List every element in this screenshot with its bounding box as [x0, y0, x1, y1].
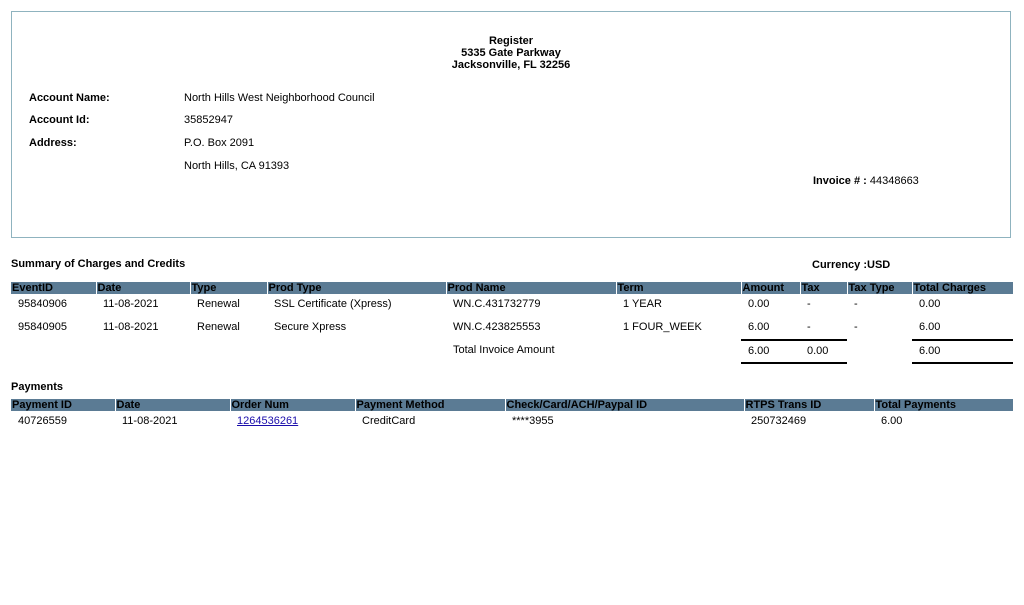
- cell-prod-name: WN.C.423825553: [453, 321, 541, 333]
- col-header-total-payments: Total Payments: [874, 399, 1013, 411]
- total-charges: 6.00: [912, 340, 1013, 363]
- col-header-eventid: EventID: [11, 282, 96, 294]
- charges-section-title: Summary of Charges and Credits: [11, 258, 186, 270]
- cell-total-payments: 6.00: [881, 415, 903, 427]
- col-header-prod-type: Prod Type: [267, 282, 446, 294]
- cell-rtps-trans-id: 250732469: [751, 415, 807, 427]
- table-row: [11, 411, 1013, 434]
- col-header-check-card-id: Check/Card/ACH/Paypal ID: [505, 399, 744, 411]
- cell-amount: 6.00: [748, 321, 770, 333]
- col-header-type: Type: [190, 282, 267, 294]
- col-header-tax: Tax: [800, 282, 847, 294]
- cell-tax: -: [807, 321, 811, 333]
- cell-eventid: 95840906: [18, 298, 67, 310]
- col-header-tax-type: Tax Type: [847, 282, 912, 294]
- cell-term: 1 FOUR_WEEK: [623, 321, 702, 333]
- cell-total-charges: 0.00: [919, 298, 941, 310]
- invoice-header-box: [11, 11, 1011, 238]
- payments-table: [11, 399, 1013, 434]
- account-name-label: Account Name:: [29, 92, 110, 104]
- cell-tax-type: -: [854, 321, 858, 333]
- cell-check-card-id: ****3955: [512, 415, 554, 427]
- cell-eventid: 95840905: [18, 321, 67, 333]
- col-header-payment-id: Payment ID: [11, 399, 115, 411]
- total-row: [11, 340, 1013, 363]
- col-header-prod-name: Prod Name: [446, 282, 616, 294]
- cell-prod-type: SSL Certificate (Xpress): [274, 298, 392, 310]
- cell-tax: -: [807, 298, 811, 310]
- address-label: Address:: [29, 137, 77, 149]
- table-row: [11, 317, 1013, 340]
- cell-amount: 0.00: [748, 298, 770, 310]
- currency-label: Currency :USD: [812, 259, 891, 271]
- payments-section-title: Payments: [11, 381, 63, 393]
- charges-header-row: [11, 282, 1013, 294]
- payments-header-row: [11, 399, 1013, 411]
- total-amount: 6.00: [741, 340, 800, 363]
- col-header-total-charges: Total Charges: [912, 282, 1013, 294]
- cell-term: 1 YEAR: [623, 298, 662, 310]
- col-header-date: Date: [96, 282, 190, 294]
- cell-date: 11-08-2021: [103, 321, 159, 333]
- company-street: 5335 Gate Parkway: [461, 47, 561, 59]
- cell-prod-type: Secure Xpress: [274, 321, 347, 333]
- invoice-number-block: [813, 175, 919, 187]
- cell-total-charges: 6.00: [919, 321, 941, 333]
- cell-payment-method: CreditCard: [362, 415, 416, 427]
- account-name-value: North Hills West Neighborhood Council: [184, 92, 375, 104]
- cell-prod-name: WN.C.431732779: [453, 298, 541, 310]
- charges-table: [11, 282, 1013, 364]
- cell-order-num: [230, 411, 355, 434]
- cell-payment-date: 11-08-2021: [122, 415, 178, 427]
- company-address-block: [12, 35, 1010, 71]
- col-header-payment-date: Date: [115, 399, 230, 411]
- invoice-number-value: 44348663: [869, 175, 919, 187]
- address-line1: P.O. Box 2091: [184, 137, 255, 149]
- col-header-order-num: Order Num: [230, 399, 355, 411]
- account-id-label: Account Id:: [29, 114, 90, 126]
- col-header-rtps-trans-id: RTPS Trans ID: [744, 399, 874, 411]
- address-line2: North Hills, CA 91393: [184, 160, 290, 172]
- cell-date: 11-08-2021: [103, 298, 159, 310]
- cell-type: Renewal: [197, 298, 240, 310]
- col-header-payment-method: Payment Method: [355, 399, 505, 411]
- account-id-value: 35852947: [184, 114, 233, 126]
- col-header-amount: Amount: [741, 282, 800, 294]
- order-number-link[interactable]: 1264536261: [237, 415, 299, 427]
- total-invoice-label: Total Invoice Amount: [453, 344, 555, 356]
- invoice-number-label: Invoice # :: [813, 175, 867, 187]
- col-header-term: Term: [616, 282, 741, 294]
- cell-type: Renewal: [197, 321, 240, 333]
- cell-payment-id: 40726559: [18, 415, 67, 427]
- cell-tax-type: -: [854, 298, 858, 310]
- table-row: [11, 294, 1013, 317]
- company-name: Register: [488, 35, 534, 47]
- total-tax: 0.00: [800, 340, 847, 363]
- company-city: Jacksonville, FL 32256: [451, 59, 571, 71]
